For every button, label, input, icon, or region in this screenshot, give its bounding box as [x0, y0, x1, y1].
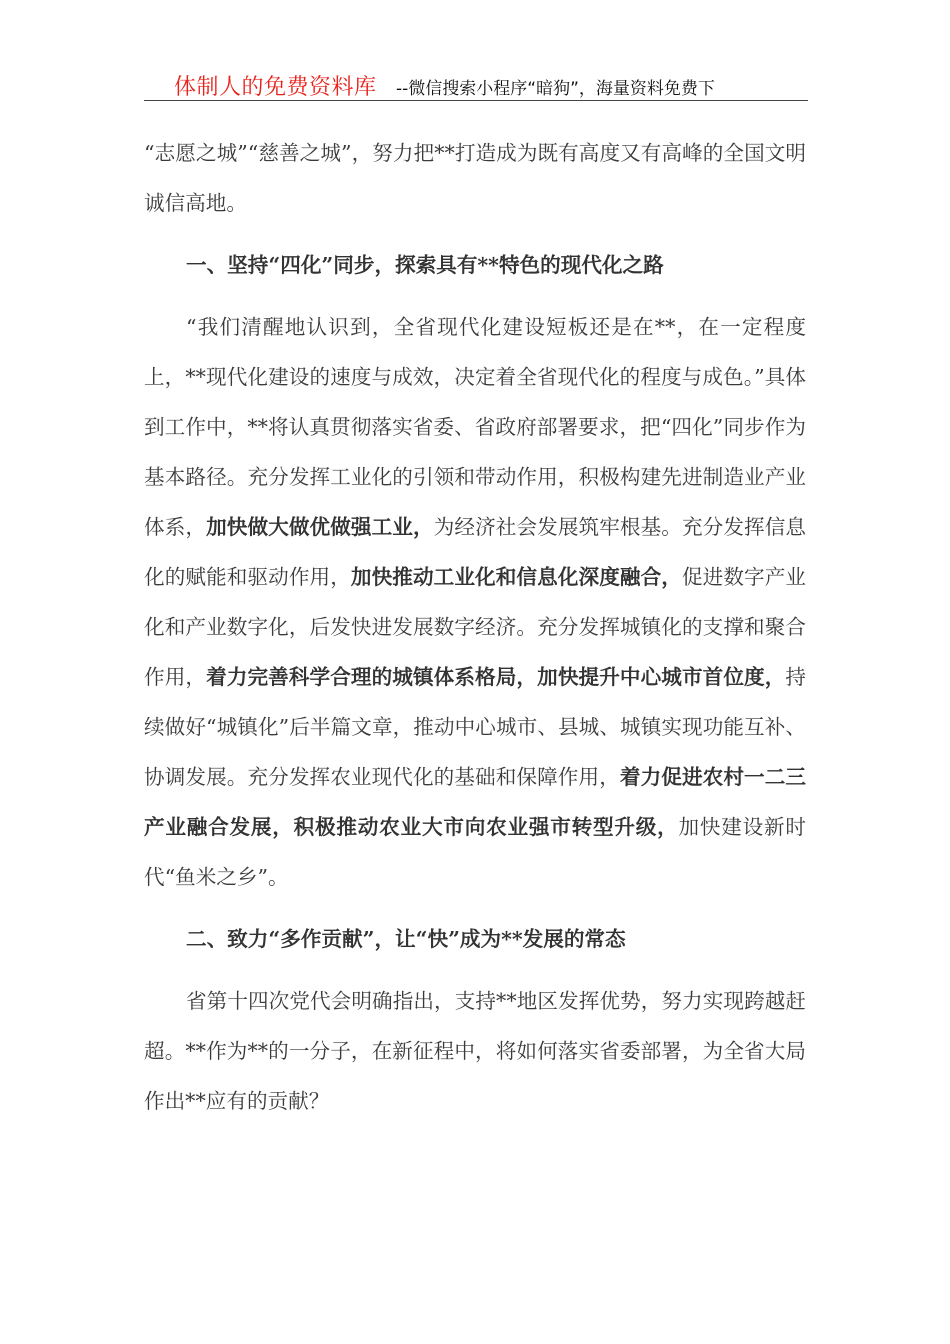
section-heading-1: 一、坚持“四化”同步，探索具有**特色的现代化之路	[186, 253, 664, 277]
text-run: “我们清醒地认识到，全省现代化建设短板还是在**，在一定程度上，**现代化建设的速度与成效，决定着全省现代化的程度与成色。”具体到工作中，**将认真贯彻落实省委、省政府部署要求，把“四化”同步作为基本路径。充分发挥工业化的引领和带动作用，积极构建先进制造业产业体系，	[144, 315, 806, 539]
paragraph-section-2: 省第十四次党代会明确指出，支持**地区发挥优势，努力实现跨越赶超。**作为**的一分子，在新征程中，将如何落实省委部署，为全省大局作出**应有的贡献？	[144, 989, 806, 1113]
paragraph-intro: “志愿之城”“慈善之城”，努力把**打造成为既有高度又有高峰的全国文明诚信高地。	[144, 141, 806, 215]
bold-run: 加快做大做优做强工业，	[206, 515, 434, 539]
section-heading-2: 二、致力“多作贡献”，让“快”成为**发展的常态	[186, 927, 626, 951]
text-run: 持续做好“城镇化”后半篇文章，推动中心城市、县城、城镇实现功能互补、协调发展。充分发挥农业现代化的基础和保障作用，	[144, 665, 807, 789]
text-run: 为经济社会发展筑牢根基。充分发挥信息化的赋能和驱动作用，	[144, 515, 807, 589]
text-run: 促进数字产业化和产业数字化，后发快进发展数字经济。充分发挥城镇化的支撑和聚合作用，	[144, 565, 806, 689]
bold-run: 加快推动工业化和信息化深度融合，	[350, 565, 682, 589]
header-slogan: --微信搜索小程序“暗狗”，海量资料免费下	[396, 79, 715, 99]
bold-run: 着力促进农村一二三产业融合发展，积极推动农业大市向农业强市转型升级，	[144, 765, 807, 839]
bold-run: 着力完善科学合理的城镇体系格局，加快提升中心城市首位度，	[206, 665, 786, 689]
header-brand: 体制人的免费资料库	[174, 75, 377, 100]
page-header	[144, 70, 808, 101]
document-body	[144, 128, 806, 1126]
paragraph-section-1	[144, 302, 806, 902]
text-run: 加快建设新时代“鱼米之乡”。	[144, 815, 807, 889]
